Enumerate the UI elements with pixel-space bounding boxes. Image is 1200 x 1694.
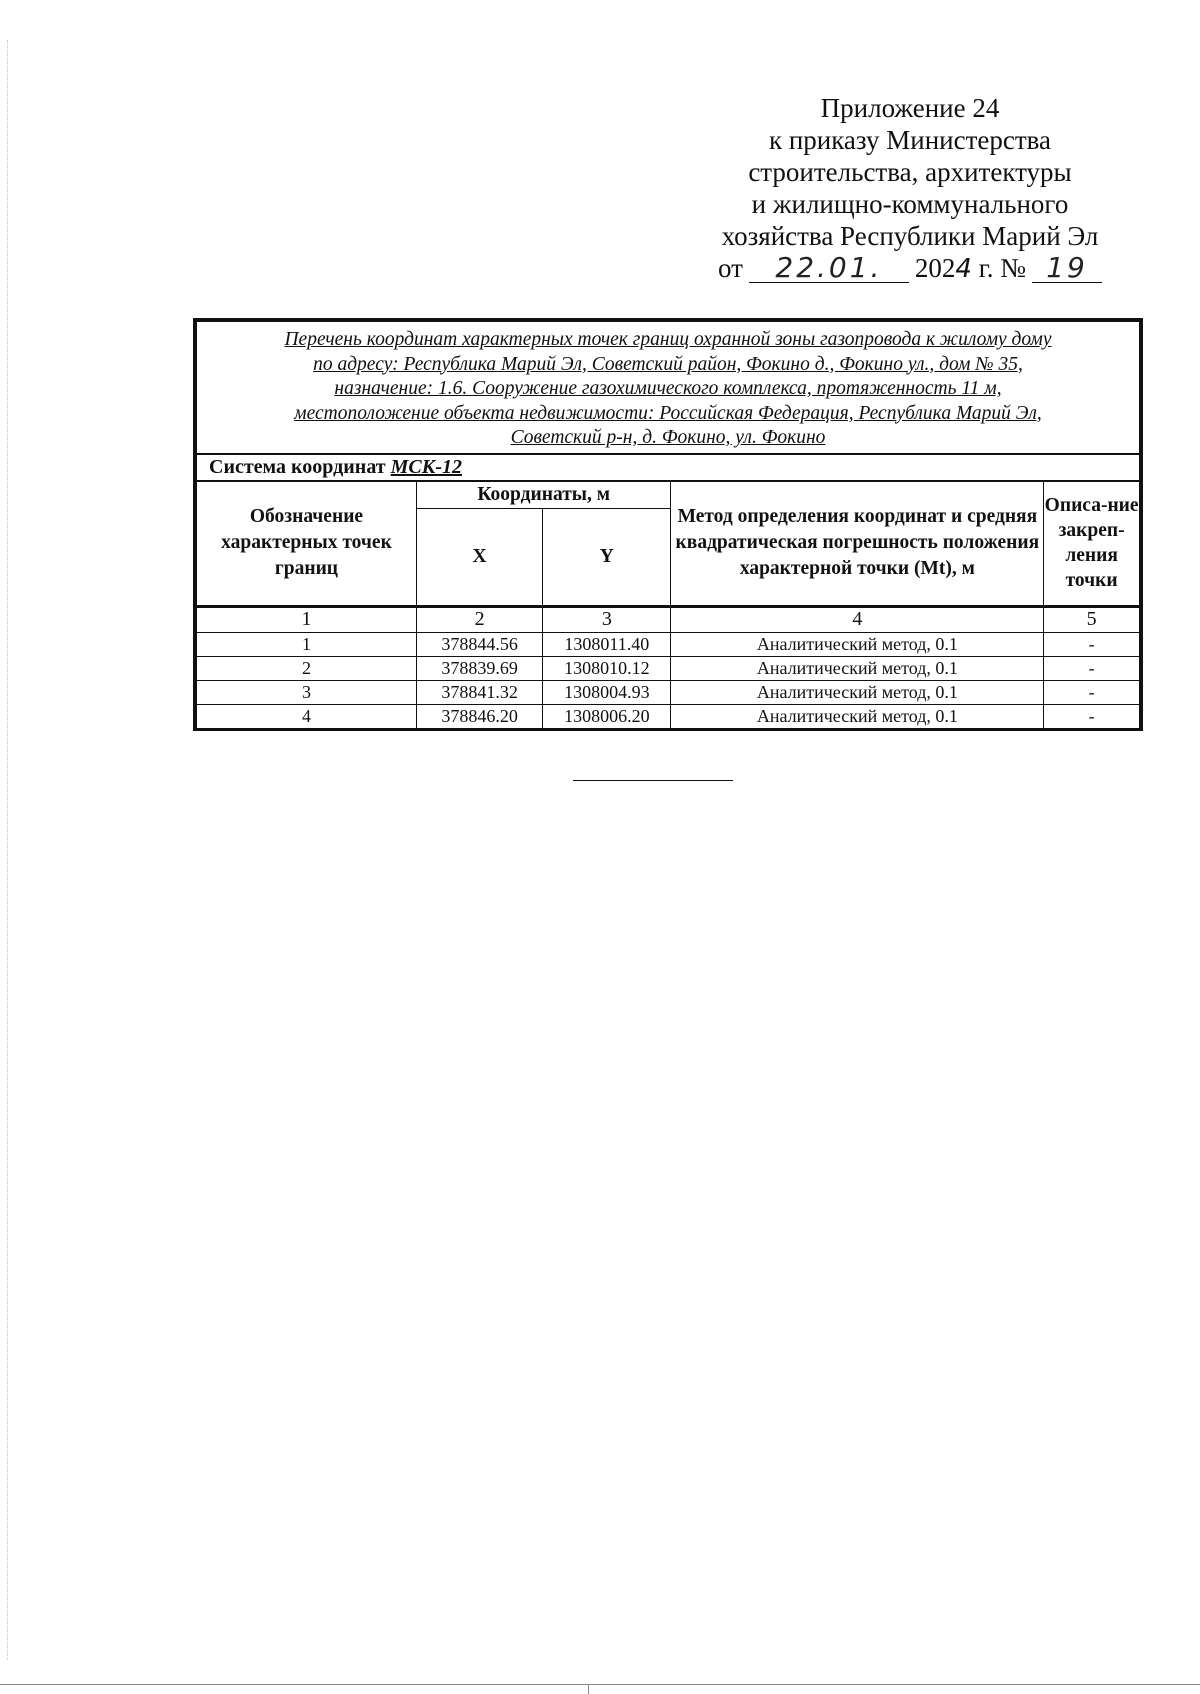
number-label: № (1000, 253, 1027, 283)
table-title-line: по адресу: Республика Марий Эл, Советский район, Фокино д., Фокино ул., дом № 35, (313, 353, 1023, 375)
description-cell: - (1044, 680, 1139, 704)
handwritten-order-number: 19 (1032, 254, 1102, 283)
description-cell: - (1044, 704, 1139, 729)
year-unit: г. (978, 253, 994, 283)
appendix-header (690, 92, 1130, 285)
header-method: Метод определения координат и средняя квадратическая погрешность положения характерной точки (Mt), м (671, 481, 1044, 606)
header-description: Описа-ние закреп-ления точки (1044, 481, 1139, 606)
method-cell: Аналитический метод, 0.1 (671, 680, 1044, 704)
y-cell: 1308010.12 (543, 656, 671, 680)
header-line: строительства, архитектуры (748, 157, 1072, 187)
column-number: 4 (671, 606, 1044, 632)
x-cell: 378844.56 (416, 632, 542, 656)
description-cell: - (1044, 656, 1139, 680)
coordinate-system-line (197, 455, 1139, 481)
point-cell: 3 (197, 680, 416, 704)
x-cell: 378839.69 (416, 656, 542, 680)
table-title-line: Советский р-н, д. Фокино, ул. Фокино (510, 427, 826, 448)
column-number-row (197, 606, 1139, 632)
scan-left-edge (7, 40, 8, 1660)
coordinates-table-frame (193, 318, 1143, 731)
table-title-line: Перечень координат характерных точек границ охранной зоны газопровода к жилому дому (284, 329, 1052, 350)
description-cell: - (1044, 632, 1139, 656)
y-cell: 1308004.93 (543, 680, 671, 704)
x-cell: 378846.20 (416, 704, 542, 729)
scan-bottom-edge (0, 1684, 1200, 1685)
table-row (197, 632, 1139, 656)
year-prefix: 202 (914, 253, 956, 283)
column-number: 2 (416, 606, 542, 632)
table-title (197, 322, 1139, 455)
column-number: 1 (197, 606, 416, 632)
column-number: 5 (1044, 606, 1139, 632)
table-row (197, 704, 1139, 729)
method-cell: Аналитический метод, 0.1 (671, 704, 1044, 729)
point-cell: 2 (197, 656, 416, 680)
coordinate-system-value: МСК-12 (390, 455, 462, 478)
y-cell: 1308011.40 (543, 632, 671, 656)
header-x: X (416, 508, 542, 606)
table-row (197, 656, 1139, 680)
end-of-document-rule (573, 780, 733, 781)
scan-bottom-tick (588, 1684, 589, 1694)
column-number: 3 (543, 606, 671, 632)
from-label: от (717, 253, 743, 283)
x-cell: 378841.32 (416, 680, 542, 704)
header-y: Y (543, 508, 671, 606)
order-date-number-line (690, 252, 1130, 285)
coordinate-system-label: Система координат (209, 455, 386, 478)
point-cell: 4 (197, 704, 416, 729)
header-coordinates: Координаты, м (416, 481, 671, 508)
point-cell: 1 (197, 632, 416, 656)
table-row (197, 680, 1139, 704)
method-cell: Аналитический метод, 0.1 (671, 656, 1044, 680)
header-line: к приказу Министерства (768, 125, 1052, 155)
header-line: и жилищно-коммунального (751, 189, 1069, 219)
table-title-line: назначение: 1.6. Сооружение газохимического комплекса, протяженность 11 м, (334, 378, 1002, 399)
y-cell: 1308006.20 (543, 704, 671, 729)
handwritten-year-digit: 4 (955, 254, 972, 284)
table-title-line: местоположение объекта недвижимости: Российская Федерация, Республика Марий Эл, (294, 402, 1042, 424)
handwritten-date: 22.01. (749, 254, 909, 283)
header-line: Приложение 24 (820, 93, 1000, 123)
header-line: хозяйства Республики Марий Эл (721, 221, 1099, 251)
method-cell: Аналитический метод, 0.1 (671, 632, 1044, 656)
header-point-designation: Обозначение характерных точек границ (197, 481, 416, 606)
coordinates-table (197, 481, 1139, 731)
